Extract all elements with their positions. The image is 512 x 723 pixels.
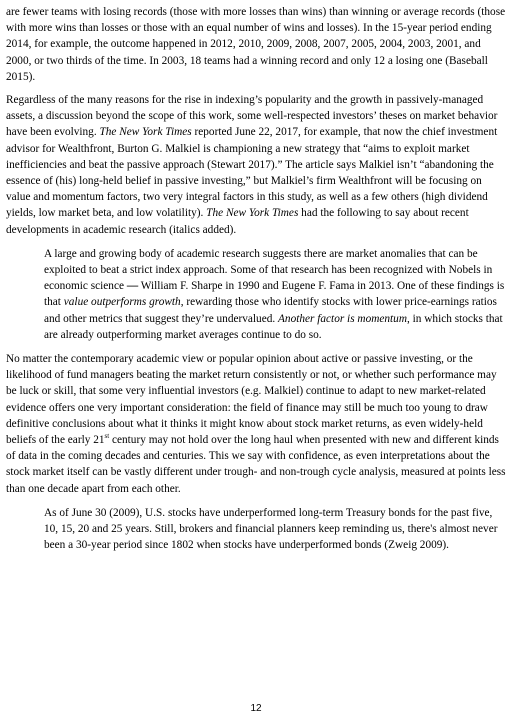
block-quote-2: As of June 30 (2009), U.S. stocks have underperformed long-term Treasury bonds for the past five, 10, 15, 20 and 25 years. Still, brokers and financial planners keep reminding us, there's almost never been a 30-year period since 1802 when stocks have underperformed bonds (Zweig 2009). <box>44 506 498 552</box>
paragraph-3-text-1: No matter the contemporary academic view or popular opinion about active or passive investing, or the likelihood of fund managers beating the market return consistently or not, or whether such performance may be luck or skill, that some very influential investors (e.g. Malkiel) continue to adapt to new market-related evidence offers one very important consideration: the field of finance may still be much too young to draw definitive conclusions about what it thinks it might know about stock market returns, as even widely-held beliefs of the early 21 <box>6 353 497 447</box>
body-paragraph-2 <box>6 92 506 238</box>
block-quote-1 <box>44 246 506 343</box>
paragraph-2-text-1: Regardless of the many reasons for the rise in indexing’s popularity and the growth in passively-managed assets, a discussion beyond the scope of this work, some well-respected investors’ theses on market behavior have been evolving. <box>6 94 498 139</box>
quote-1-text-2: William F. Sharpe in 1990 and Eugene F. Fama in 2013. One of these findings is that <box>44 280 505 309</box>
quote-1-italic-1: value outperforms growth <box>63 296 181 309</box>
newspaper-title-2: The New York Times <box>206 207 299 220</box>
quote-1-text-3: , rewarding those who identify stocks with lower price-earnings ratios and other metrics that suggest they’re undervalued. <box>44 296 497 325</box>
quote-1-text-4: , in which stocks that are already outperforming market averages continue to do so. <box>44 312 503 341</box>
body-paragraph-1: are fewer teams with losing records (those with more losses than wins) than winning or average records (those with more wins than losses or those with an equal number of wins and losses). In the 15-year period ending 2014, for example, the outcome happened in 2012, 2010, 2009, 2008, 2007, 2005, 2004, 2003, 2001, and 2000, or two thirds of the time. In 2003, 18 teams had a winning record and only 12 a losing one (Baseball 2015). <box>6 6 506 83</box>
em-dash: — <box>126 280 139 293</box>
paragraph-2-text-2: reported June 22, 2017, for example, that now the chief investment advisor for Wealthfront, Burton G. Malkiel is championing a new strategy that “aims to exploit market inefficiencies and beat the passive approach (Stewart 2017).” The article says Malkiel isn’t “abandoning the essence of (his) long-held belief in passive investing,” but Malkiel’s firm Wealthfront will be focusing on value and momentum factors, two very integral factors in this study, as well as a few others (high dividend yields, low market beta, and low volatility). <box>6 126 498 220</box>
page-number: 12 <box>250 703 262 714</box>
paragraph-3-text-2: century may not hold over the long haul when presented with new and different kinds of data in the coming decades and centuries. This we say with confidence, as even interpretations about the stock market itself can be vastly different under trough- and non-trough cycle analysis, measured at points less than one decade apart from each other. <box>6 434 506 495</box>
newspaper-title-1: The New York Times <box>99 126 192 139</box>
ordinal-superscript: st <box>104 432 110 441</box>
paragraph-2-text-3: had the following to say about recent developments in academic research (italics added). <box>6 207 469 236</box>
document-page <box>6 4 506 554</box>
body-paragraph-3 <box>6 351 506 497</box>
quote-1-text-1: A large and growing body of academic research suggests there are market anomalies that can be exploited to beat a strict index approach. Some of that research has been recognized with Nobels in economic science <box>44 247 493 293</box>
quote-1-italic-2: Another factor is momentum <box>278 312 407 325</box>
